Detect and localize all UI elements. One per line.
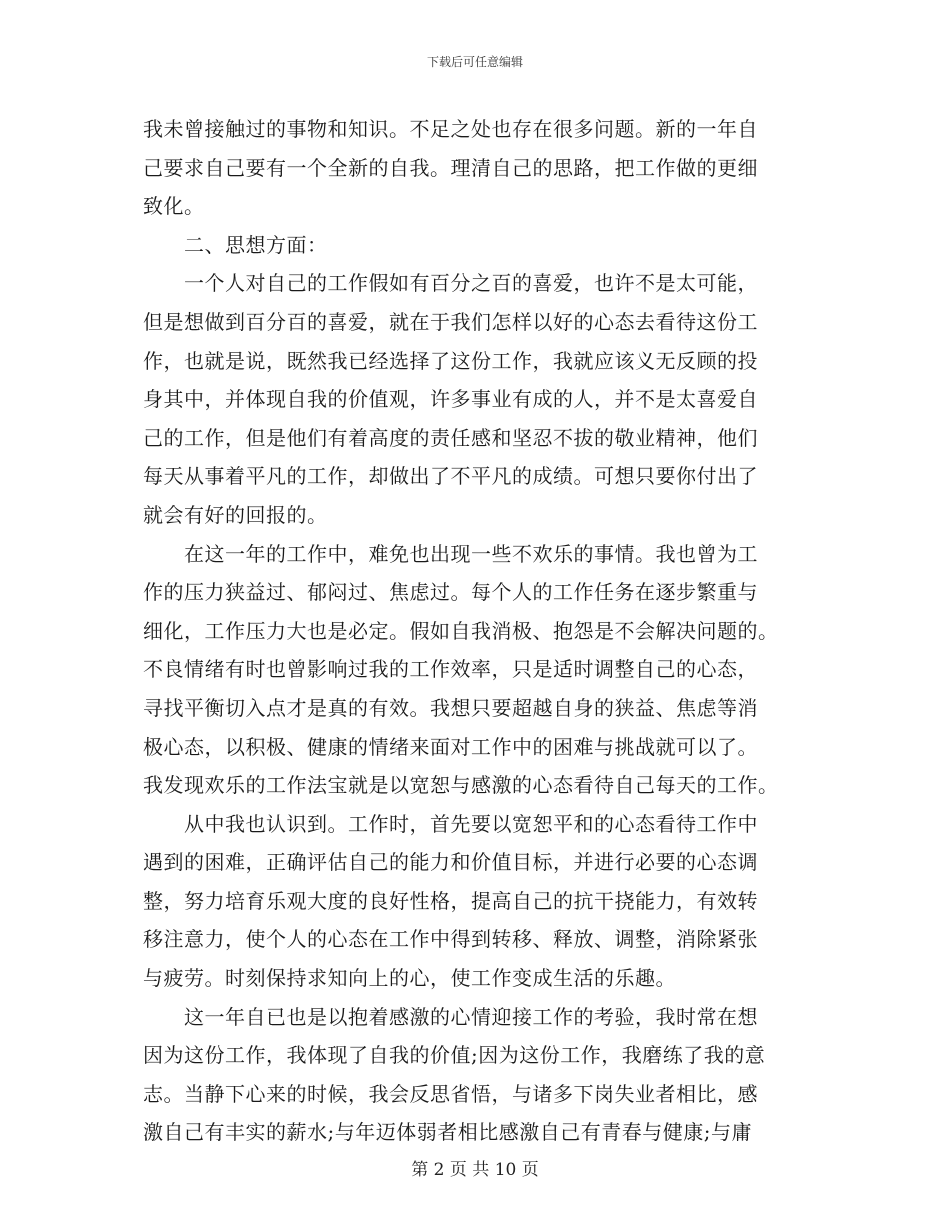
text-line: 致化。 [143, 194, 205, 219]
text-line: 我发现欢乐的工作法宝就是以宽恕与感激的心态看待自己每天的工作。 [143, 773, 779, 798]
document-body [143, 110, 808, 1152]
text-line: 作，也就是说，既然我已经选择了这份工作，我就应该义无反顾的投 [143, 348, 758, 373]
text-line: 我未曾接触过的事物和知识。不足之处也存在很多问题。新的一年自 [143, 117, 758, 141]
text-line: 不良情绪有时也曾影响过我的工作效率，只是适时调整自己的心态， [143, 657, 758, 682]
text-line: 整，努力培育乐观大度的良好性格，提高自己的抗干挠能力，有效转 [143, 888, 758, 913]
text-line: 激自己有丰实的薪水;与年迈体弱者相比感激自己有青春与健康;与庸 [143, 1120, 752, 1145]
page-header: 下载后可任意编辑 [426, 55, 523, 69]
text-line: 在这一年的工作中，难免也出现一些不欢乐的事情。我也曾为工 [184, 541, 758, 566]
text-line: 寻找平衡切入点才是真的有效。我想只要超越自身的狭益、焦虑等消 [143, 695, 758, 720]
text-line: 己的工作，但是他们有着高度的责任感和坚忍不拔的敬业精神，他们 [143, 425, 758, 450]
text-line: 己要求自己要有一个全新的自我。理清自己的思路，把工作做的更细 [143, 155, 758, 180]
text-line: 极心态，以积极、健康的情绪来面对工作中的困难与挑战就可以了。 [143, 734, 758, 759]
text-line: 移注意力，使个人的心态在工作中得到转移、释放、调整，消除紧张 [143, 927, 758, 952]
text-line: 就会有好的回报的。 [143, 502, 328, 527]
text-line: 这一年自已也是以抱着感激的心情迎接工作的考验，我时常在想 [184, 1004, 758, 1029]
text-line: 二、思想方面： [184, 232, 328, 257]
page-footer: 第 2 页 共 10 页 [411, 1160, 539, 1180]
text-line: 但是想做到百分百的喜爱，就在于我们怎样以好的心态去看待这份工 [143, 309, 758, 334]
text-line: 因为这份工作，我体现了自我的价值;因为这份工作，我磨练了我的意 [143, 1043, 766, 1068]
text-line: 作的压力狭益过、郁闷过、焦虑过。每个人的工作任务在逐步繁重与 [143, 580, 758, 605]
text-line: 细化，工作压力大也是必定。假如自我消极、抱怨是不会解决问题的。 [143, 618, 779, 643]
text-line: 身其中，并体现自我的价值观，许多事业有成的人，并不是太喜爱自 [143, 387, 758, 412]
text-line: 一个人对自己的工作假如有百分之百的喜爱，也许不是太可能， [184, 271, 758, 296]
text-line: 遇到的困难，正确评估自己的能力和价值目标，并进行必要的心态调 [143, 850, 758, 875]
text-line: 从中我也认识到。工作时，首先要以宽恕平和的心态看待工作中 [184, 811, 758, 836]
text-line: 与疲劳。时刻保持求知向上的心，使工作变成生活的乐趣。 [143, 966, 676, 991]
text-line: 志。当静下心来的时候，我会反思省悟，与诸多下岗失业者相比，感 [143, 1081, 758, 1106]
text-line: 每天从事着平凡的工作，却做出了不平凡的成绩。可想只要你付出了 [143, 464, 758, 489]
